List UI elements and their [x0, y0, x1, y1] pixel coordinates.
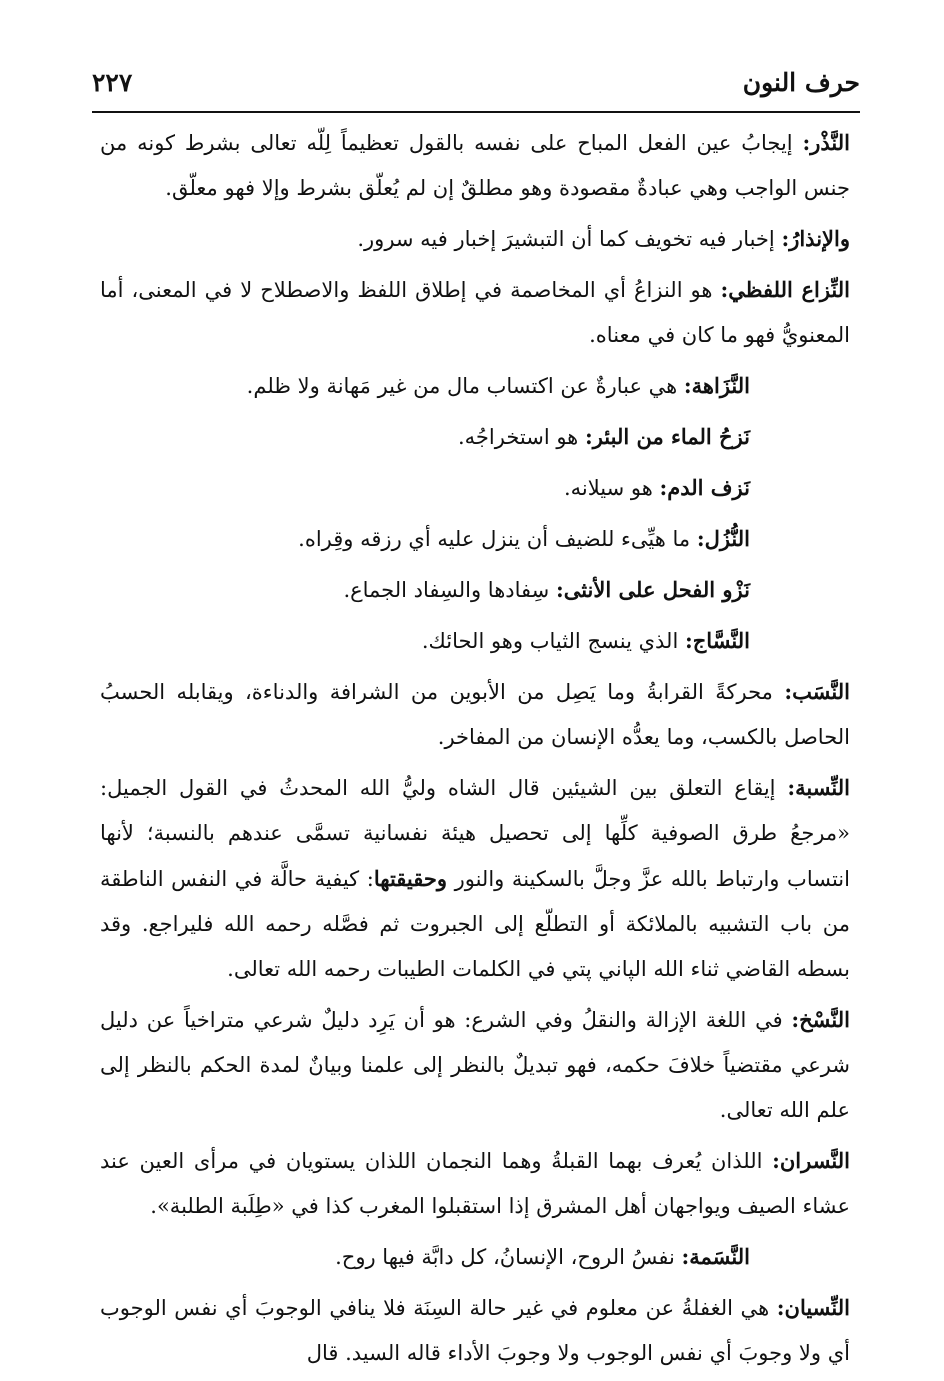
- entry-nasran: [100, 1138, 850, 1229]
- entry-definition: في اللغة الإزالة والنقلُ وفي الشرع: هو أن يَرِد دليلٌ شرعي متراخياً عن دليل شرعي مقتضياً خلافَ حكمه، فهو تبديلٌ بالنظر إلى علمنا وبيانٌ لمدة الحكم بالنظر إلى علم الله تعالى.: [100, 1008, 850, 1122]
- entry-term: النَّسَب:: [784, 679, 850, 704]
- entry-term: النِّزاع اللفظي:: [720, 277, 850, 302]
- entry-term: النِّسيان:: [776, 1295, 850, 1320]
- entry-definition: الذي ينسج الثياب وهو الحائك.: [421, 629, 679, 653]
- entry-nasama: [100, 1234, 850, 1280]
- entry-definition: [100, 776, 850, 981]
- entry-term: نَزحُ الماء من البئر:: [584, 424, 750, 449]
- entry-term: النَّزَاهة:: [683, 373, 750, 398]
- entry-definition: إيجابُ عين الفعل المباح على نفسه بالقول تعظيماً لِلّه تعالى بشرط كونه من جنس الواجب وهي عبادةٌ مقصودة وهو مطلقٌ إن لم يُعلّق بشرط وإلا فهو معلّق.: [100, 131, 850, 200]
- entry-nisba: [100, 765, 850, 992]
- running-header-title: حرف النون: [742, 68, 860, 97]
- header-rule: [92, 111, 860, 113]
- entry-definition: نفسُ الروح، الإنسانُ، كل دابَّة فيها روح.: [335, 1245, 675, 1269]
- definition-text: : كيفية حالَّة في النفس الناطقة من باب التشبيه بالملائكة أو التطلّع إلى الجبروت ثم فصَّله رحمه الله فليراجع. وقد بسطه القاضي ثناء الله الپاني پتي في الكلمات الطيبات رحمه الله تعالى.: [100, 867, 850, 981]
- entry-nuzul: [100, 516, 850, 562]
- entry-definition: هو سيلانه.: [563, 476, 653, 500]
- entry-nassaj: [100, 618, 850, 664]
- entry-niza-lafzi: [100, 267, 850, 358]
- definition-text: إيقاع التعلق بين الشيئين قال الشاه وليُّ الله المحدثُ في القول الجميل: «مرجعُ طرق الصوفية كلِّها إلى تحصيل هيئة نفسانية تسمَّى عندهم بالنسبة؛ لأنها انتساب وارتباط بالله عزَّ وجلَّ بالسكينة والنور: [100, 776, 850, 891]
- entry-definition: هو استخراجُه.: [458, 425, 579, 449]
- entry-definition: ما هيِّىء للضيف أن ينزل عليه أي رزقه وقِراه.: [298, 527, 691, 551]
- page-number: ٢٢٧: [92, 68, 133, 97]
- entry-nisyan: [100, 1285, 850, 1376]
- entry-definition: هو النزاعُ أي المخاصمة في إطلاق اللفظ والاصطلاح لا في المعنى، أما المعنويُّ فهو ما كان في معناه.: [100, 278, 850, 347]
- entry-term: النَّسَّاج:: [684, 628, 750, 653]
- entry-term: النَّسَمة:: [681, 1244, 750, 1269]
- entry-nazw-alfahl: [100, 567, 850, 613]
- entry-term: نَزف الدم:: [659, 475, 750, 500]
- entry-definition: سِفادها والسِفاد الجماع.: [343, 578, 550, 602]
- entry-term: النِّسبة:: [787, 775, 850, 800]
- entry-term: النَّسْخ:: [791, 1007, 850, 1032]
- entry-nadhr: [100, 120, 850, 211]
- entry-definition: محركةً القرابةُ وما يَصِل من الأبوين من الشرافة والدناءة، ويقابله الحسبُ الحاصل بالكسب، وما يعدُّه الإنسان من المفاخر.: [100, 680, 850, 749]
- entry-term: والإنذارُ:: [781, 226, 850, 251]
- entry-nazaha: [100, 363, 850, 409]
- entry-term: النَّذْر:: [802, 130, 850, 155]
- entry-term: النُّزُل:: [696, 526, 750, 551]
- entry-term: نَزْو الفحل على الأنثى:: [555, 577, 750, 602]
- dictionary-entries: [100, 120, 850, 1381]
- entry-nazf-aldam: [100, 465, 850, 511]
- entry-indhar: [100, 216, 850, 262]
- entry-term: النَّسران:: [772, 1148, 850, 1173]
- entry-definition: اللذان يُعرف بهما القبلةُ وهما النجمان اللذان يستويان في مرأى العين عند عشاء الصيف ويواجهان أهل المشرق إذا استقبلوا المغرب كذا في «طِلَبة الطلبة».: [100, 1149, 850, 1218]
- entry-definition: هي الغفلةُ عن معلوم في غير حالة السِنَة فلا ينافي الوجوبَ أي نفس الوجوب أي ولا وجوبَ أي نفس الوجوب ولا وجوبَ الأداء قاله السيد. قال: [100, 1296, 850, 1365]
- entry-nazh-alma: [100, 414, 850, 460]
- entry-definition: إخبار فيه تخويف كما أن التبشيرَ إخبار فيه سرور.: [357, 227, 775, 251]
- entry-definition: هي عبارةٌ عن اكتساب مال من غير مَهانة ولا ظلم.: [246, 374, 678, 398]
- page-header: [92, 62, 860, 106]
- entry-nasab: [100, 669, 850, 760]
- emphasis-term: وحقيقتها: [373, 866, 447, 891]
- entry-naskh: [100, 997, 850, 1133]
